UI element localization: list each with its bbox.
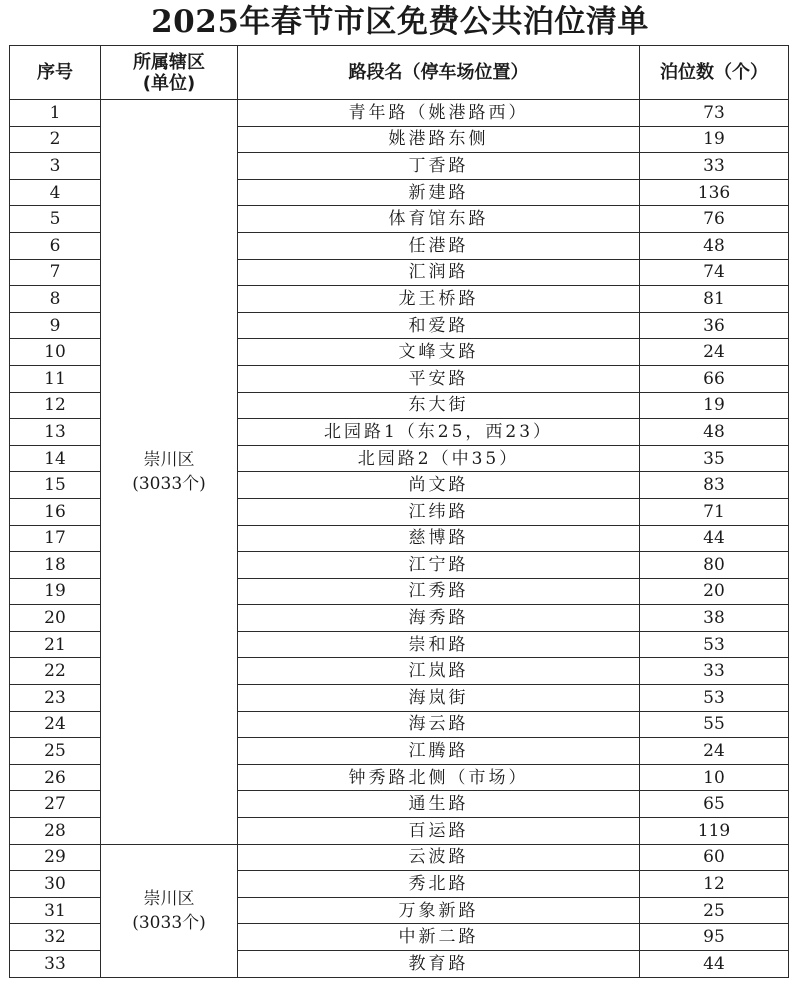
- row-berth-count: 83: [640, 472, 789, 499]
- table-row: [10, 100, 789, 127]
- row-seq: 7: [10, 259, 101, 286]
- row-road-name: 龙王桥路: [238, 286, 640, 313]
- row-road-name: 体育馆东路: [238, 206, 640, 233]
- row-seq: 10: [10, 339, 101, 366]
- row-seq: 19: [10, 578, 101, 605]
- row-seq: 26: [10, 764, 101, 791]
- row-road-name: 姚港路东侧: [238, 126, 640, 153]
- row-berth-count: 76: [640, 206, 789, 233]
- district-name: 崇川区: [143, 449, 195, 470]
- row-road-name: 江秀路: [238, 578, 640, 605]
- row-seq: 22: [10, 658, 101, 685]
- row-berth-count: 35: [640, 445, 789, 472]
- row-berth-count: 53: [640, 685, 789, 712]
- row-road-name: 百运路: [238, 818, 640, 845]
- row-berth-count: 33: [640, 153, 789, 180]
- row-road-name: 北园路2（中35）: [238, 445, 640, 472]
- row-berth-count: 24: [640, 738, 789, 765]
- row-berth-count: 136: [640, 179, 789, 206]
- row-berth-count: 73: [640, 100, 789, 127]
- row-berth-count: 60: [640, 844, 789, 871]
- row-seq: 12: [10, 392, 101, 419]
- district-total: (3033个): [132, 912, 206, 933]
- row-road-name: 文峰支路: [238, 339, 640, 366]
- row-berth-count: 48: [640, 419, 789, 446]
- row-road-name: 青年路（姚港路西）: [238, 100, 640, 127]
- row-seq: 30: [10, 871, 101, 898]
- row-berth-count: 10: [640, 764, 789, 791]
- district-cell: [101, 100, 238, 845]
- row-road-name: 秀北路: [238, 871, 640, 898]
- row-road-name: 北园路1（东25，西23）: [238, 419, 640, 446]
- row-berth-count: 25: [640, 897, 789, 924]
- row-berth-count: 80: [640, 552, 789, 579]
- row-road-name: 中新二路: [238, 924, 640, 951]
- row-seq: 6: [10, 232, 101, 259]
- row-seq: 24: [10, 711, 101, 738]
- table-row: [10, 844, 789, 871]
- row-seq: 9: [10, 312, 101, 339]
- row-road-name: 云波路: [238, 844, 640, 871]
- district-name: 崇川区: [143, 888, 195, 909]
- row-seq: 21: [10, 631, 101, 658]
- row-seq: 1: [10, 100, 101, 127]
- row-road-name: 海云路: [238, 711, 640, 738]
- row-berth-count: 24: [640, 339, 789, 366]
- row-road-name: 丁香路: [238, 153, 640, 180]
- header-district-line2: (单位): [142, 72, 196, 94]
- parking-table: [9, 45, 789, 978]
- row-berth-count: 12: [640, 871, 789, 898]
- row-road-name: 海岚街: [238, 685, 640, 712]
- row-road-name: 江岚路: [238, 658, 640, 685]
- row-seq: 28: [10, 818, 101, 845]
- header-road: 路段名（停车场位置）: [238, 46, 640, 100]
- district-cell: [101, 844, 238, 977]
- row-seq: 29: [10, 844, 101, 871]
- row-seq: 18: [10, 552, 101, 579]
- row-road-name: 和爱路: [238, 312, 640, 339]
- row-road-name: 汇润路: [238, 259, 640, 286]
- row-road-name: 东大街: [238, 392, 640, 419]
- row-road-name: 通生路: [238, 791, 640, 818]
- row-seq: 27: [10, 791, 101, 818]
- document-title: 2025年春节市区免费公共泊位清单: [151, 4, 649, 40]
- row-road-name: 江纬路: [238, 498, 640, 525]
- row-seq: 3: [10, 153, 101, 180]
- header-count: 泊位数（个）: [640, 46, 789, 100]
- row-seq: 4: [10, 179, 101, 206]
- row-berth-count: 48: [640, 232, 789, 259]
- row-seq: 11: [10, 365, 101, 392]
- row-berth-count: 95: [640, 924, 789, 951]
- row-seq: 13: [10, 419, 101, 446]
- row-road-name: 尚文路: [238, 472, 640, 499]
- row-berth-count: 55: [640, 711, 789, 738]
- row-road-name: 平安路: [238, 365, 640, 392]
- row-seq: 17: [10, 525, 101, 552]
- row-road-name: 江宁路: [238, 552, 640, 579]
- header-seq: 序号: [10, 46, 101, 100]
- row-berth-count: 20: [640, 578, 789, 605]
- table-body: [10, 100, 789, 978]
- row-road-name: 慈博路: [238, 525, 640, 552]
- row-road-name: 江腾路: [238, 738, 640, 765]
- row-road-name: 万象新路: [238, 897, 640, 924]
- row-seq: 2: [10, 126, 101, 153]
- row-seq: 31: [10, 897, 101, 924]
- row-berth-count: 44: [640, 951, 789, 978]
- row-road-name: 新建路: [238, 179, 640, 206]
- row-seq: 8: [10, 286, 101, 313]
- row-berth-count: 33: [640, 658, 789, 685]
- row-berth-count: 66: [640, 365, 789, 392]
- row-seq: 20: [10, 605, 101, 632]
- row-berth-count: 71: [640, 498, 789, 525]
- row-berth-count: 119: [640, 818, 789, 845]
- row-seq: 32: [10, 924, 101, 951]
- header-row: [10, 46, 789, 100]
- district-total: (3033个): [132, 473, 206, 494]
- row-seq: 33: [10, 951, 101, 978]
- row-road-name: 教育路: [238, 951, 640, 978]
- row-seq: 14: [10, 445, 101, 472]
- row-road-name: 任港路: [238, 232, 640, 259]
- row-seq: 15: [10, 472, 101, 499]
- row-berth-count: 36: [640, 312, 789, 339]
- row-seq: 16: [10, 498, 101, 525]
- row-berth-count: 44: [640, 525, 789, 552]
- row-seq: 23: [10, 685, 101, 712]
- row-berth-count: 19: [640, 126, 789, 153]
- row-seq: 5: [10, 206, 101, 233]
- row-berth-count: 53: [640, 631, 789, 658]
- header-district-line1: 所属辖区: [133, 51, 205, 73]
- row-road-name: 崇和路: [238, 631, 640, 658]
- row-seq: 25: [10, 738, 101, 765]
- header-district: [101, 46, 238, 100]
- row-berth-count: 74: [640, 259, 789, 286]
- row-berth-count: 65: [640, 791, 789, 818]
- row-berth-count: 38: [640, 605, 789, 632]
- row-berth-count: 81: [640, 286, 789, 313]
- row-road-name: 海秀路: [238, 605, 640, 632]
- row-road-name: 钟秀路北侧（市场）: [238, 764, 640, 791]
- row-berth-count: 19: [640, 392, 789, 419]
